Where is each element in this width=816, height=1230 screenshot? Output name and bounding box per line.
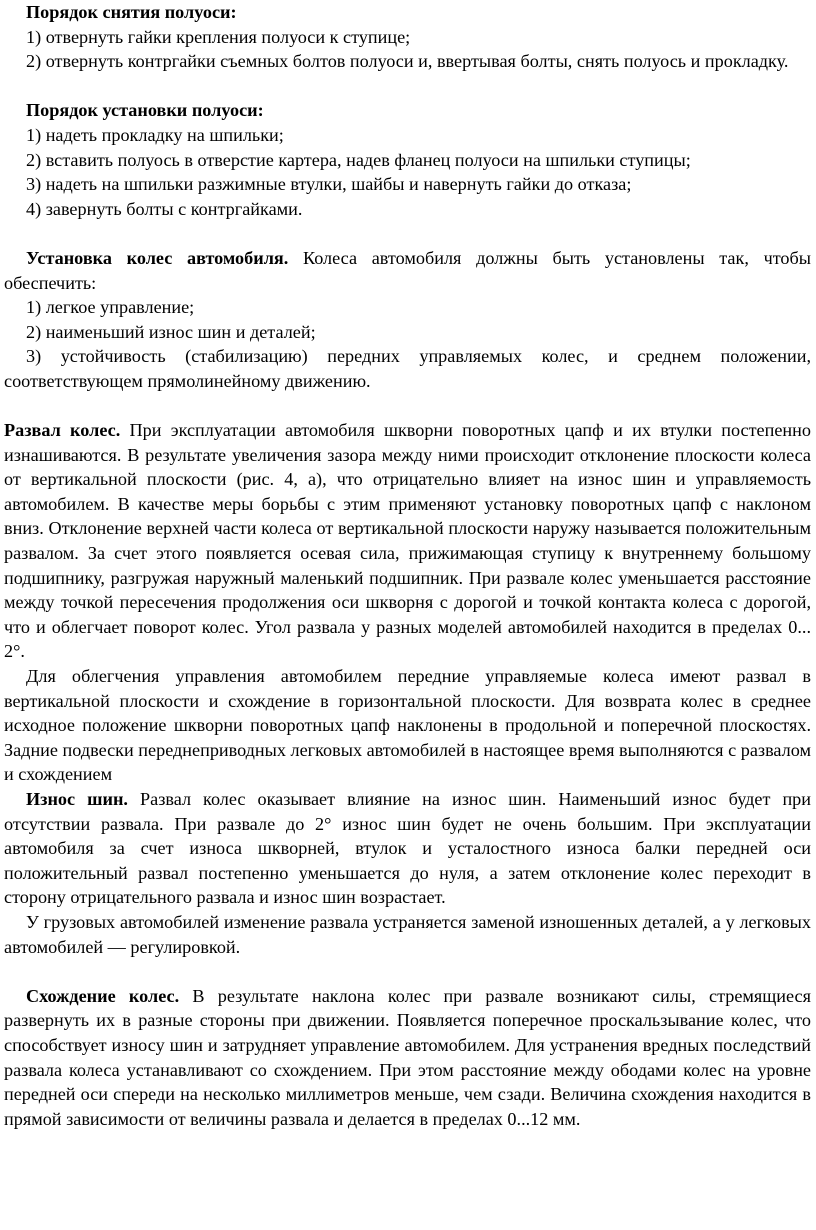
spacer: [4, 221, 811, 246]
wear-text-2: У грузовых автомобилей изменение развала устраняется заменой изношенных деталей, а у легковых автомобилей — регулировкой.: [4, 911, 811, 957]
wheels-heading: Установка колес автомобиля.: [26, 247, 289, 268]
install-step-2: 2) вставить полуось в отверстие картера, надев фланец полуоси на шпильки ступицы;: [26, 149, 691, 170]
wheels-step-3: 3) устойчивость (стабилизацию) передних управляемых колес, и среднем положении, соответствующем прямолинейному движению.: [4, 346, 811, 391]
install-step-4: 4) завернуть болты с контргайками.: [26, 198, 303, 219]
removal-step-2: 2) отвернуть контргайки съемных болтов полуоси и, ввертывая болты, снять полуось и прокладку.: [26, 51, 789, 72]
removal-heading: Порядок снятия полуоси:: [26, 2, 237, 22]
install-step-3: 3) надеть на шпильки разжимные втулки, шайбы и навернуть гайки до отказа;: [26, 174, 632, 195]
wear-text-1: Развал колес оказывает влияние на износ шин. Наименьший износ будет при отсутствии развала. При развале до 2° износ шин будет не очень большим. При эксплуатации автомобиля за счет износа шкворней, втулок и усталостного износа балки передней оси положительный развал постепенно уменьшается до нуля, а затем отклонение колес переходит в сторону отрицательного развала и износ шин возрастает.: [4, 789, 811, 908]
wheels-paragraph: [4, 246, 811, 295]
toe-paragraph: [4, 984, 811, 1132]
wear-heading: Износ шин.: [26, 789, 128, 809]
camber-heading: Развал колес.: [4, 420, 121, 441]
toe-heading: Схождение колес.: [26, 985, 180, 1006]
camber-paragraph: [4, 418, 811, 664]
removal-step-1: 1) отвернуть гайки крепления полуоси к ступице;: [26, 26, 411, 47]
install-step-1: 1) надеть прокладку на шпильки;: [26, 124, 284, 145]
wheels-step-1: 1) легкое управление;: [26, 297, 195, 318]
wear-paragraph: [4, 787, 811, 910]
spacer: [4, 394, 811, 419]
camber-text-2: Для облегчения управления автомобилем передние управляемые колеса имеют развал в вертикальной плоскости и схождение в горизонтальной плоскости. Для возврата колес в среднее исходное положение шкворни поворотных цапф наклонены в продольной и поперечной плоскостях. Задние подвески переднеприводных легковых автомобилей в настоящее время выполняются с развалом и схождением: [4, 666, 811, 785]
spacer: [4, 959, 811, 984]
install-heading: Порядок установки полуоси:: [26, 100, 264, 121]
wheels-step-2: 2) наименьший износ шин и деталей;: [26, 321, 316, 342]
toe-text: В результате наклона колес при развале возникают силы, стремящиеся развернуть их в разные стороны при движении. Появляется поперечное проскальзывание колес, что способствует износу шин и затрудняет управление автомобилем. Для устранения вредных последствий развала колеса устанавливают со схождением. При этом расстояние между ободами колес на уровне передней оси спереди на несколько миллиметров меньше, чем сзади. Величина схождения находится в прямой зависимости от величины развала и делается в пределах 0...12 мм.: [4, 985, 811, 1129]
camber-text-1: При эксплуатации автомобиля шкворни поворотных цапф и их втулки постепенно изнашиваются. В результате увеличения зазора между ними происходит отклонение плоскости колеса от вертикальной плоскости (рис. 4, а), что отрицательно влияет на износ шин и управляемость автомобилем. В качестве меры борьбы с этим применяют установку поворотных цапф с наклоном вниз. Отклонение верхней части колеса от вертикальной плоскости наружу называется положительным развалом. За счет этого появляется осевая сила, прижимающая ступицу к внутреннему большому подшипнику, разгружая наружный маленький подшипник. При развале колес уменьшается расстояние между точкой пересечения продолжения оси шкворня с дорогой и точкой контакта колеса с дорогой, что и облегчает поворот колес. Угол развала у разных моделей автомобилей находится в пределах 0... 2°.: [4, 420, 811, 662]
spacer: [4, 74, 811, 99]
wheels-intro: Колеса автомобиля должны быть установлены так, чтобы обеспечить:: [4, 247, 811, 293]
